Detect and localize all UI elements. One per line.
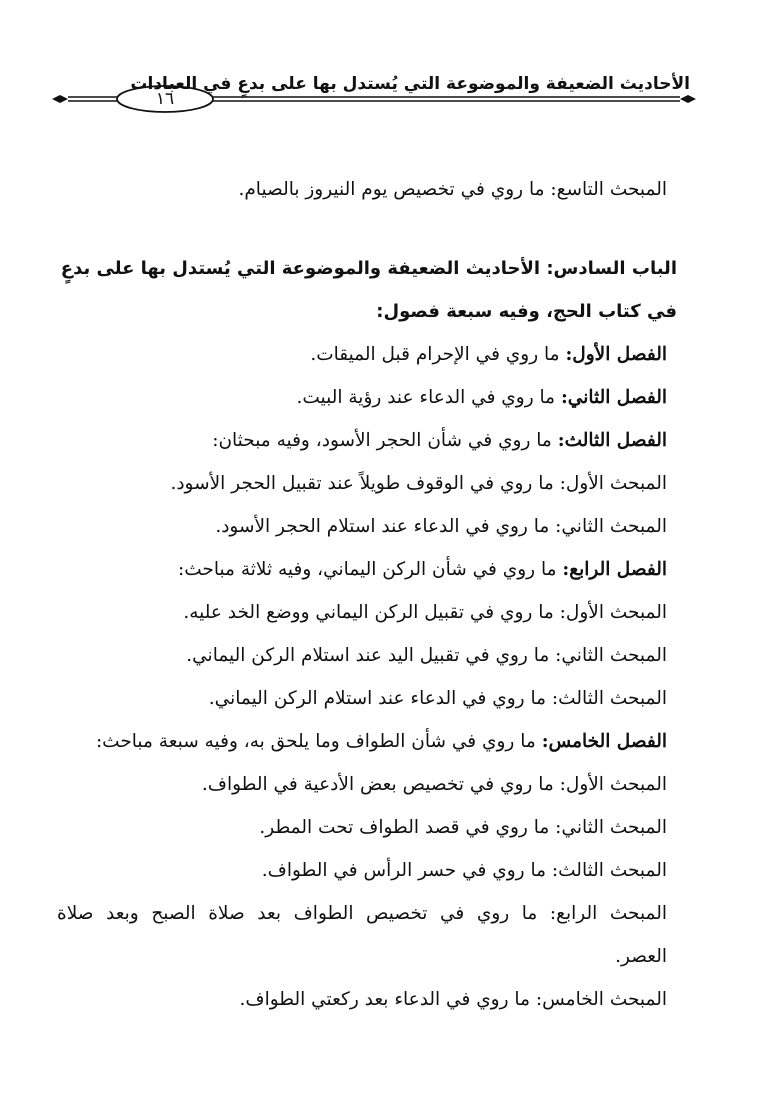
list-item: [67, 376, 667, 419]
list-item: [67, 677, 667, 720]
list-item: [67, 462, 667, 505]
section-line: المبحث التاسع: ما روي في تخصيص يوم النيروز بالصيام.: [238, 179, 667, 200]
list-item: [67, 333, 667, 376]
item-label: الفصل الخامس:: [541, 731, 667, 752]
item-text: المبحث الثالث: ما روي في حسر الرأس في الطواف.: [261, 860, 667, 881]
item-text: ما روي في شأن الحجر الأسود، وفيه مبحثان:: [212, 430, 558, 451]
item-text: ما روي في شأن الركن اليماني، وفيه ثلاثة مباحث:: [178, 559, 563, 580]
item-text: ما روي في شأن الطواف وما يلحق به، وفيه سبعة مباحث:: [95, 731, 542, 752]
item-text: المبحث الأول: ما روي في تخصيص بعض الأدعية في الطواف.: [201, 774, 667, 795]
item-label: الفصل الأول:: [565, 344, 667, 365]
item-text: المبحث الثالث: ما روي في الدعاء عند استلام الركن اليماني.: [208, 688, 667, 709]
list-item: [67, 591, 667, 634]
item-label: الفصل الرابع:: [562, 559, 667, 580]
chapter-heading-continued: في كتاب الحج، وفيه سبعة فصول:: [376, 301, 677, 322]
list-item-wrapped: المبحث الرابع: ما روي في تخصيص الطواف بعد صلاة الصبح وبعد صلاة: [57, 903, 667, 924]
item-text: المبحث الأول: ما روي في الوقوف طويلاً عند تقبيل الحجر الأسود.: [170, 473, 667, 494]
list-item: [67, 806, 667, 849]
table-of-contents: [57, 168, 677, 1021]
list-item: المبحث الخامس: ما روي في الدعاء بعد ركعتي الطواف.: [239, 989, 667, 1010]
item-label: الفصل الثاني:: [560, 387, 667, 408]
list-item: [67, 505, 667, 548]
book-title: الأحاديث الضعيفة والموضوعة التي يُستدل بها على بدعٍ في العبادات: [130, 74, 690, 94]
list-item: [67, 634, 667, 677]
list-item: [67, 763, 667, 806]
chapter-heading: الباب السادس: الأحاديث الضعيفة والموضوعة التي يُستدل بها على بدعٍ: [60, 258, 677, 279]
item-label: الفصل الثالث:: [557, 430, 667, 451]
list-item: [67, 419, 667, 462]
page-number: ١٦: [155, 89, 175, 109]
list-item: [67, 548, 667, 591]
list-item-wrapped-continued: العصر.: [615, 946, 667, 967]
list-item: [67, 849, 667, 892]
item-text: ما روي في الدعاء عند رؤية البيت.: [296, 387, 561, 408]
item-text: المبحث الثاني: ما روي في تقبيل اليد عند استلام الركن اليماني.: [186, 645, 667, 666]
list-item: [67, 720, 667, 763]
item-text: المبحث الأول: ما روي في تقبيل الركن اليماني ووضع الخد عليه.: [183, 602, 667, 623]
item-text: المبحث الثاني: ما روي في قصد الطواف تحت المطر.: [259, 817, 667, 838]
item-text: المبحث الثاني: ما روي في الدعاء عند استلام الحجر الأسود.: [215, 516, 667, 537]
item-text: ما روي في الإحرام قبل الميقات.: [310, 344, 566, 365]
